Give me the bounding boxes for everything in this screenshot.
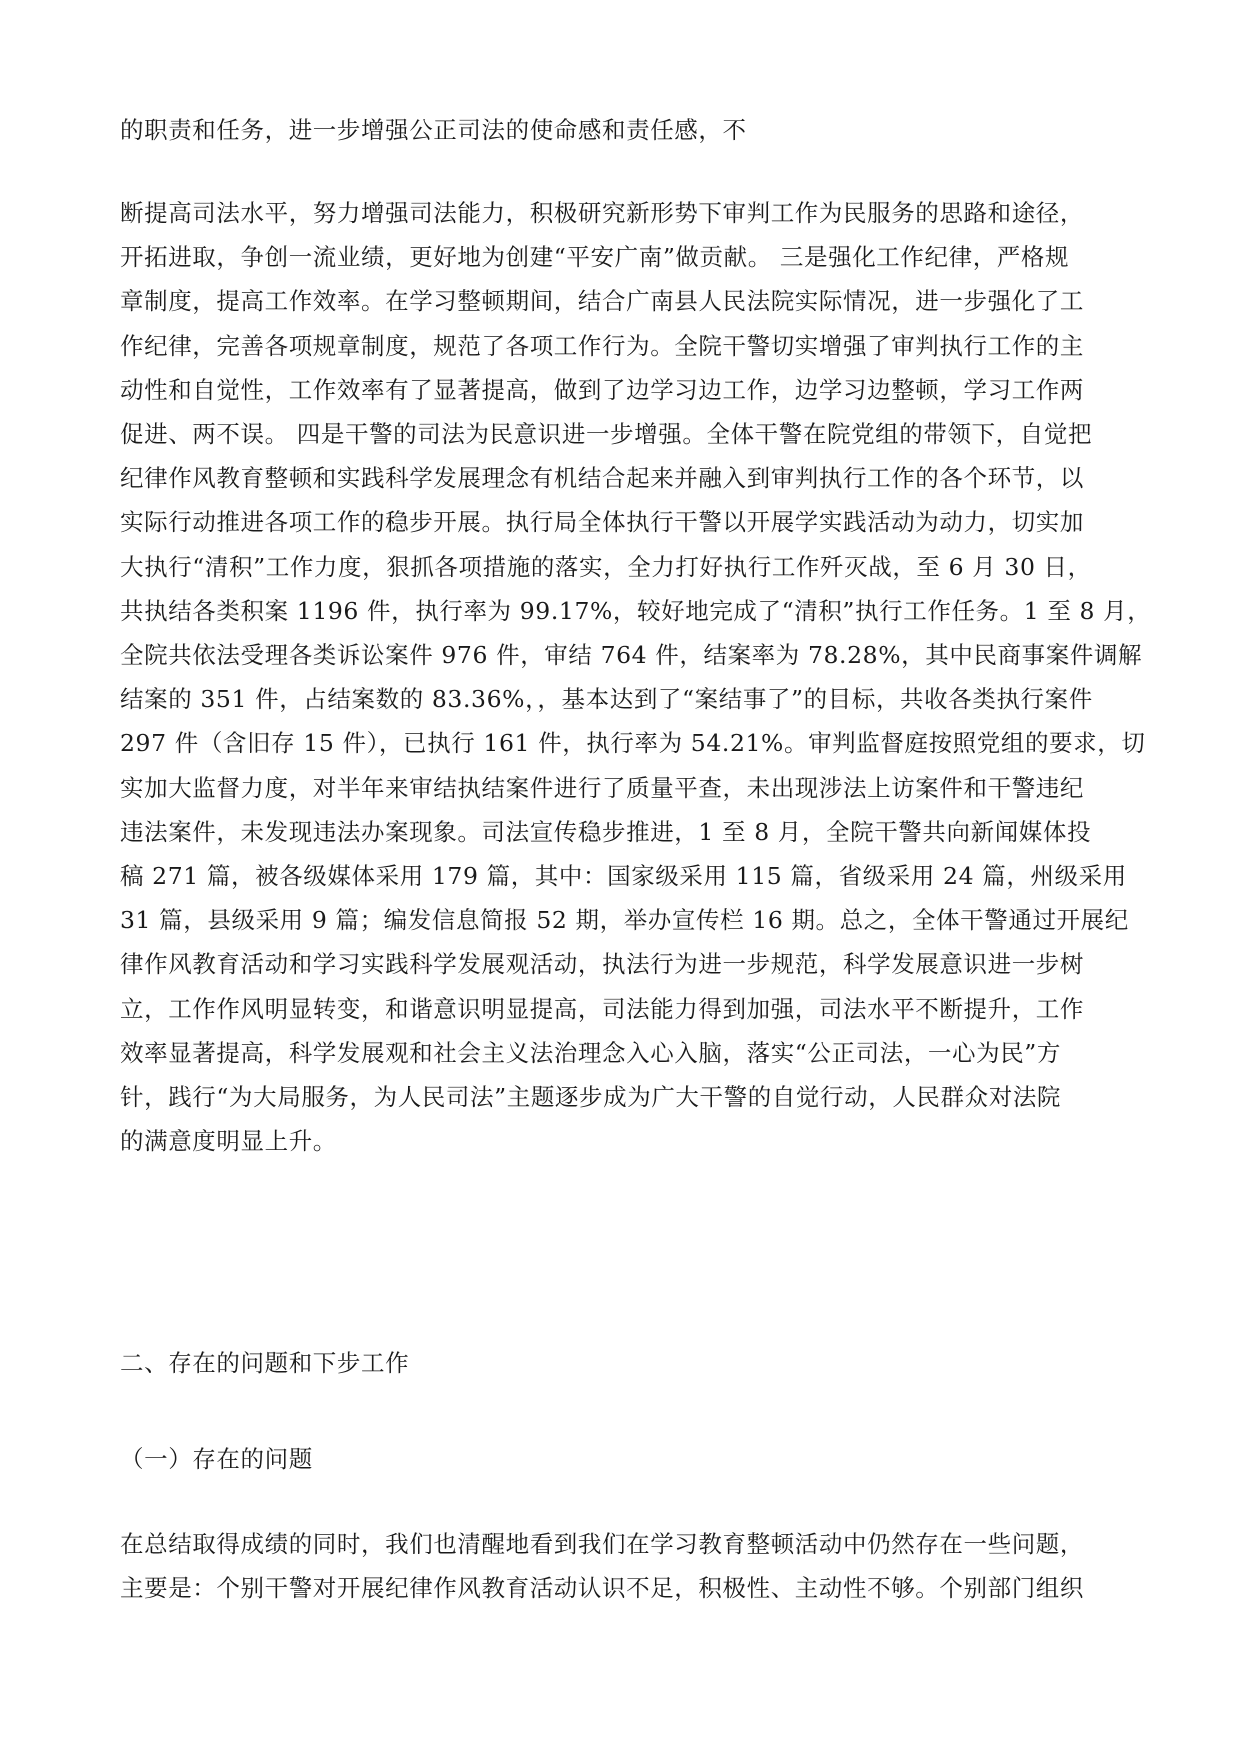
paragraph-line: 在总结取得成绩的同时，我们也清醒地看到我们在学习教育整顿活动中仍然存在一些问题，: [120, 1530, 1084, 1558]
paragraph-line: 全院共依法受理各类诉讼案件 976 件，审结 764 件，结案率为 78.28%，其中民商事案件调解: [120, 641, 1143, 670]
paragraph-line: 律作风教育活动和学习实践科学发展观活动，执法行为进一步规范，科学发展意识进一步树: [120, 950, 1084, 979]
paragraph-line: 的满意度明显上升。: [120, 1127, 337, 1156]
paragraph-line: 效率显著提高，科学发展观和社会主义法治理念入心入脑，落实“公正司法，一心为民”方: [120, 1038, 1062, 1067]
paragraph-line: 开拓进取，争创一流业绩，更好地为创建“平安广南”做贡献。 三是强化工作纪律，严格规: [120, 243, 1070, 272]
paragraph-line: 纪律作风教育整顿和实践科学发展理念有机结合起来并融入到审判执行工作的各个环节，以: [120, 464, 1084, 493]
paragraph-line: 立，工作作风明显转变，和谐意识明显提高，司法能力得到加强，司法水平不断提升，工作: [120, 994, 1084, 1023]
paragraph-line: 促进、两不误。 四是干警的司法为民意识进一步增强。全体干警在院党组的带领下，自觉把: [120, 420, 1093, 449]
paragraph-line: 主要是：个别干警对开展纪律作风教育活动认识不足，积极性、主动性不够。个别部门组织: [120, 1574, 1084, 1603]
paragraph-line: 章制度，提高工作效率。在学习整顿期间，结合广南县人民法院实际情况，进一步强化了工: [120, 287, 1084, 316]
paragraph-line: 实际行动推进各项工作的稳步开展。执行局全体执行干警以开展学实践活动为动力，切实加: [120, 508, 1084, 537]
paragraph-line: 结案的 351 件，占结案数的 83.36%，，基本达到了“案结事了”的目标，共收各类执行案件: [120, 685, 1093, 714]
paragraph-line: 断提高司法水平，努力增强司法能力，积极研究新形势下审判工作为民服务的思路和途径，: [120, 199, 1084, 227]
paragraph-line: 共执结各类积案 1196 件，执行率为 99.17%，较好地完成了“清积”执行工作任务。1 至 8 月，: [120, 596, 1152, 625]
paragraph-line: 297 件（含旧存 15 件），已执行 161 件，执行率为 54.21%。审判监督庭按照党组的要求，切: [120, 729, 1146, 758]
paragraph-line: 稿 271 篇，被各级媒体采用 179 篇，其中：国家级采用 115 篇，省级采用 24 篇，州级采用: [120, 862, 1127, 891]
body-paragraph-2: [120, 1522, 1120, 1610]
paragraph-line: 大执行“清积”工作力度，狠抓各项措施的落实，全力打好执行工作歼灭战，至 6 月 30 日，: [120, 552, 1092, 581]
paragraph-line: 作纪律，完善各项规章制度，规范了各项工作行为。全院干警切实增强了审判执行工作的主: [120, 331, 1084, 360]
body-paragraph-1: [120, 191, 1152, 1163]
text-line-continuation: 的职责和任务，进一步增强公正司法的使命感和责任感，不: [120, 116, 747, 144]
paragraph-line: 动性和自觉性，工作效率有了显著提高，做到了边学习边工作，边学习边整顿，学习工作两: [120, 375, 1084, 404]
paragraph-line: 31 篇，县级采用 9 篇；编发信息简报 52 期，举办宣传栏 16 期。总之，全体干警通过开展纪: [120, 906, 1129, 935]
paragraph-line: 针，践行“为大局服务，为人民司法”主题逐步成为广大干警的自觉行动，人民群众对法院: [120, 1083, 1062, 1112]
subsection-heading: （一）存在的问题: [120, 1445, 313, 1473]
paragraph-line: 违法案件，未发现违法办案现象。司法宣传稳步推进，1 至 8 月，全院干警共向新闻媒体投: [120, 817, 1092, 846]
section-heading: 二、存在的问题和下步工作: [120, 1349, 410, 1377]
paragraph-line: 实加大监督力度，对半年来审结执结案件进行了质量平查，未出现涉法上访案件和干警违纪: [120, 773, 1084, 802]
